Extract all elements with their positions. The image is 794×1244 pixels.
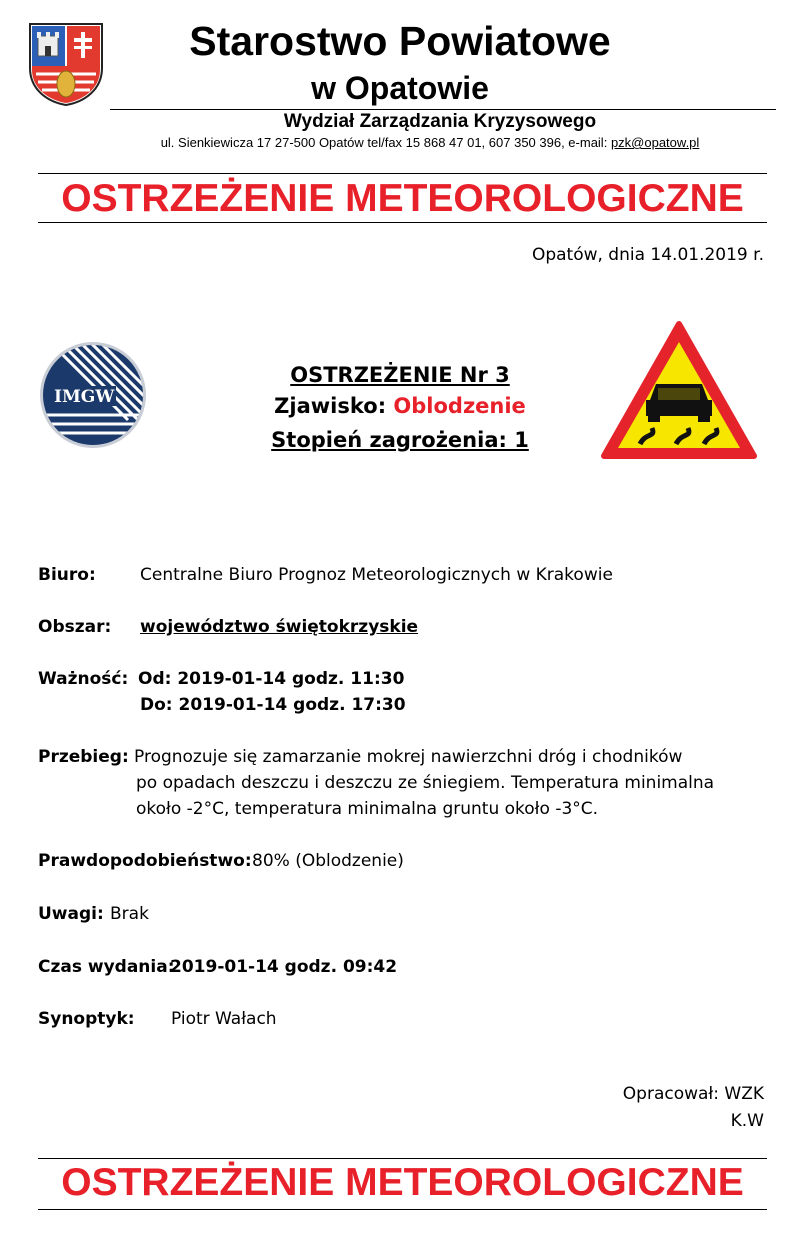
email-link[interactable]: pzk@opatow.pl	[610, 135, 700, 150]
organization-city: w Opatowie	[311, 70, 489, 106]
area-label: Obszar:	[38, 617, 112, 637]
imgw-logo-text: IMGW	[54, 387, 115, 407]
department-name: Wydział Zarządzania Kryzysowego	[283, 111, 597, 132]
footer-banner-bottom-rule	[38, 1209, 767, 1210]
course-label: Przebieg:	[38, 747, 129, 767]
imgw-logo-icon	[38, 340, 148, 450]
validity-from: Od: 2019-01-14 godz. 11:30	[138, 669, 405, 689]
warning-banner-title: OSTRZEŻENIE METEOROLOGICZNE	[61, 177, 744, 220]
warning-number: OSTRZEŻENIE Nr 3	[290, 363, 510, 387]
validity-label: Ważność:	[38, 669, 129, 689]
organization-name: Starostwo Powiatowe	[189, 18, 611, 64]
banner-bottom-rule	[38, 222, 767, 223]
office-value: Centralne Biuro Prognoz Meteorologicznych w Krakowie	[140, 565, 613, 585]
issued-value: 2019-01-14 godz. 09:42	[170, 957, 398, 977]
address-text: ul. Sienkiewicza 17 27-500 Opatów tel/fax 15 868 47 01, 607 350 396, e-mail:	[160, 135, 608, 150]
remarks-value: Brak	[110, 904, 149, 924]
area-value: województwo świętokrzyskie	[140, 617, 419, 637]
slippery-road-warning-sign-icon	[600, 320, 758, 462]
preparer-initials: K.W	[730, 1111, 764, 1131]
office-label: Biuro:	[38, 565, 96, 585]
contact-address	[60, 135, 794, 151]
course-line-3: około -2°C, temperatura minimalna gruntu około -3°C.	[136, 799, 599, 819]
course-line-2: po opadach deszczu i deszczu ze śniegiem. Temperatura minimalna	[136, 773, 715, 793]
prepared-by: Opracował: WZK	[622, 1084, 764, 1104]
validity-to: Do: 2019-01-14 godz. 17:30	[140, 695, 406, 715]
banner-top-rule	[38, 173, 767, 174]
synoptic-label: Synoptyk:	[38, 1009, 135, 1029]
synoptic-value: Piotr Wałach	[171, 1009, 277, 1029]
threat-level: Stopień zagrożenia: 1	[271, 428, 529, 452]
footer-warning-banner-title: OSTRZEŻENIE METEOROLOGICZNE	[61, 1161, 744, 1204]
phenomenon-value: Oblodzenie	[393, 394, 526, 418]
phenomenon-label: Zjawisko:	[274, 394, 387, 418]
issue-date: Opatów, dnia 14.01.2019 r.	[531, 245, 764, 265]
issued-label: Czas wydania:	[38, 957, 175, 977]
remarks-label: Uwagi:	[38, 904, 104, 924]
probability-label: Prawdopodobieństwo:	[38, 851, 252, 871]
course-line-1: Prognozuje się zamarzanie mokrej nawierzchni dróg i chodników	[134, 747, 683, 767]
phenomenon-line	[200, 391, 600, 421]
county-coat-of-arms-icon	[28, 22, 104, 106]
footer-banner-top-rule	[38, 1158, 767, 1159]
probability-value: 80% (Oblodzenie)	[252, 851, 404, 871]
header-divider	[110, 109, 776, 110]
